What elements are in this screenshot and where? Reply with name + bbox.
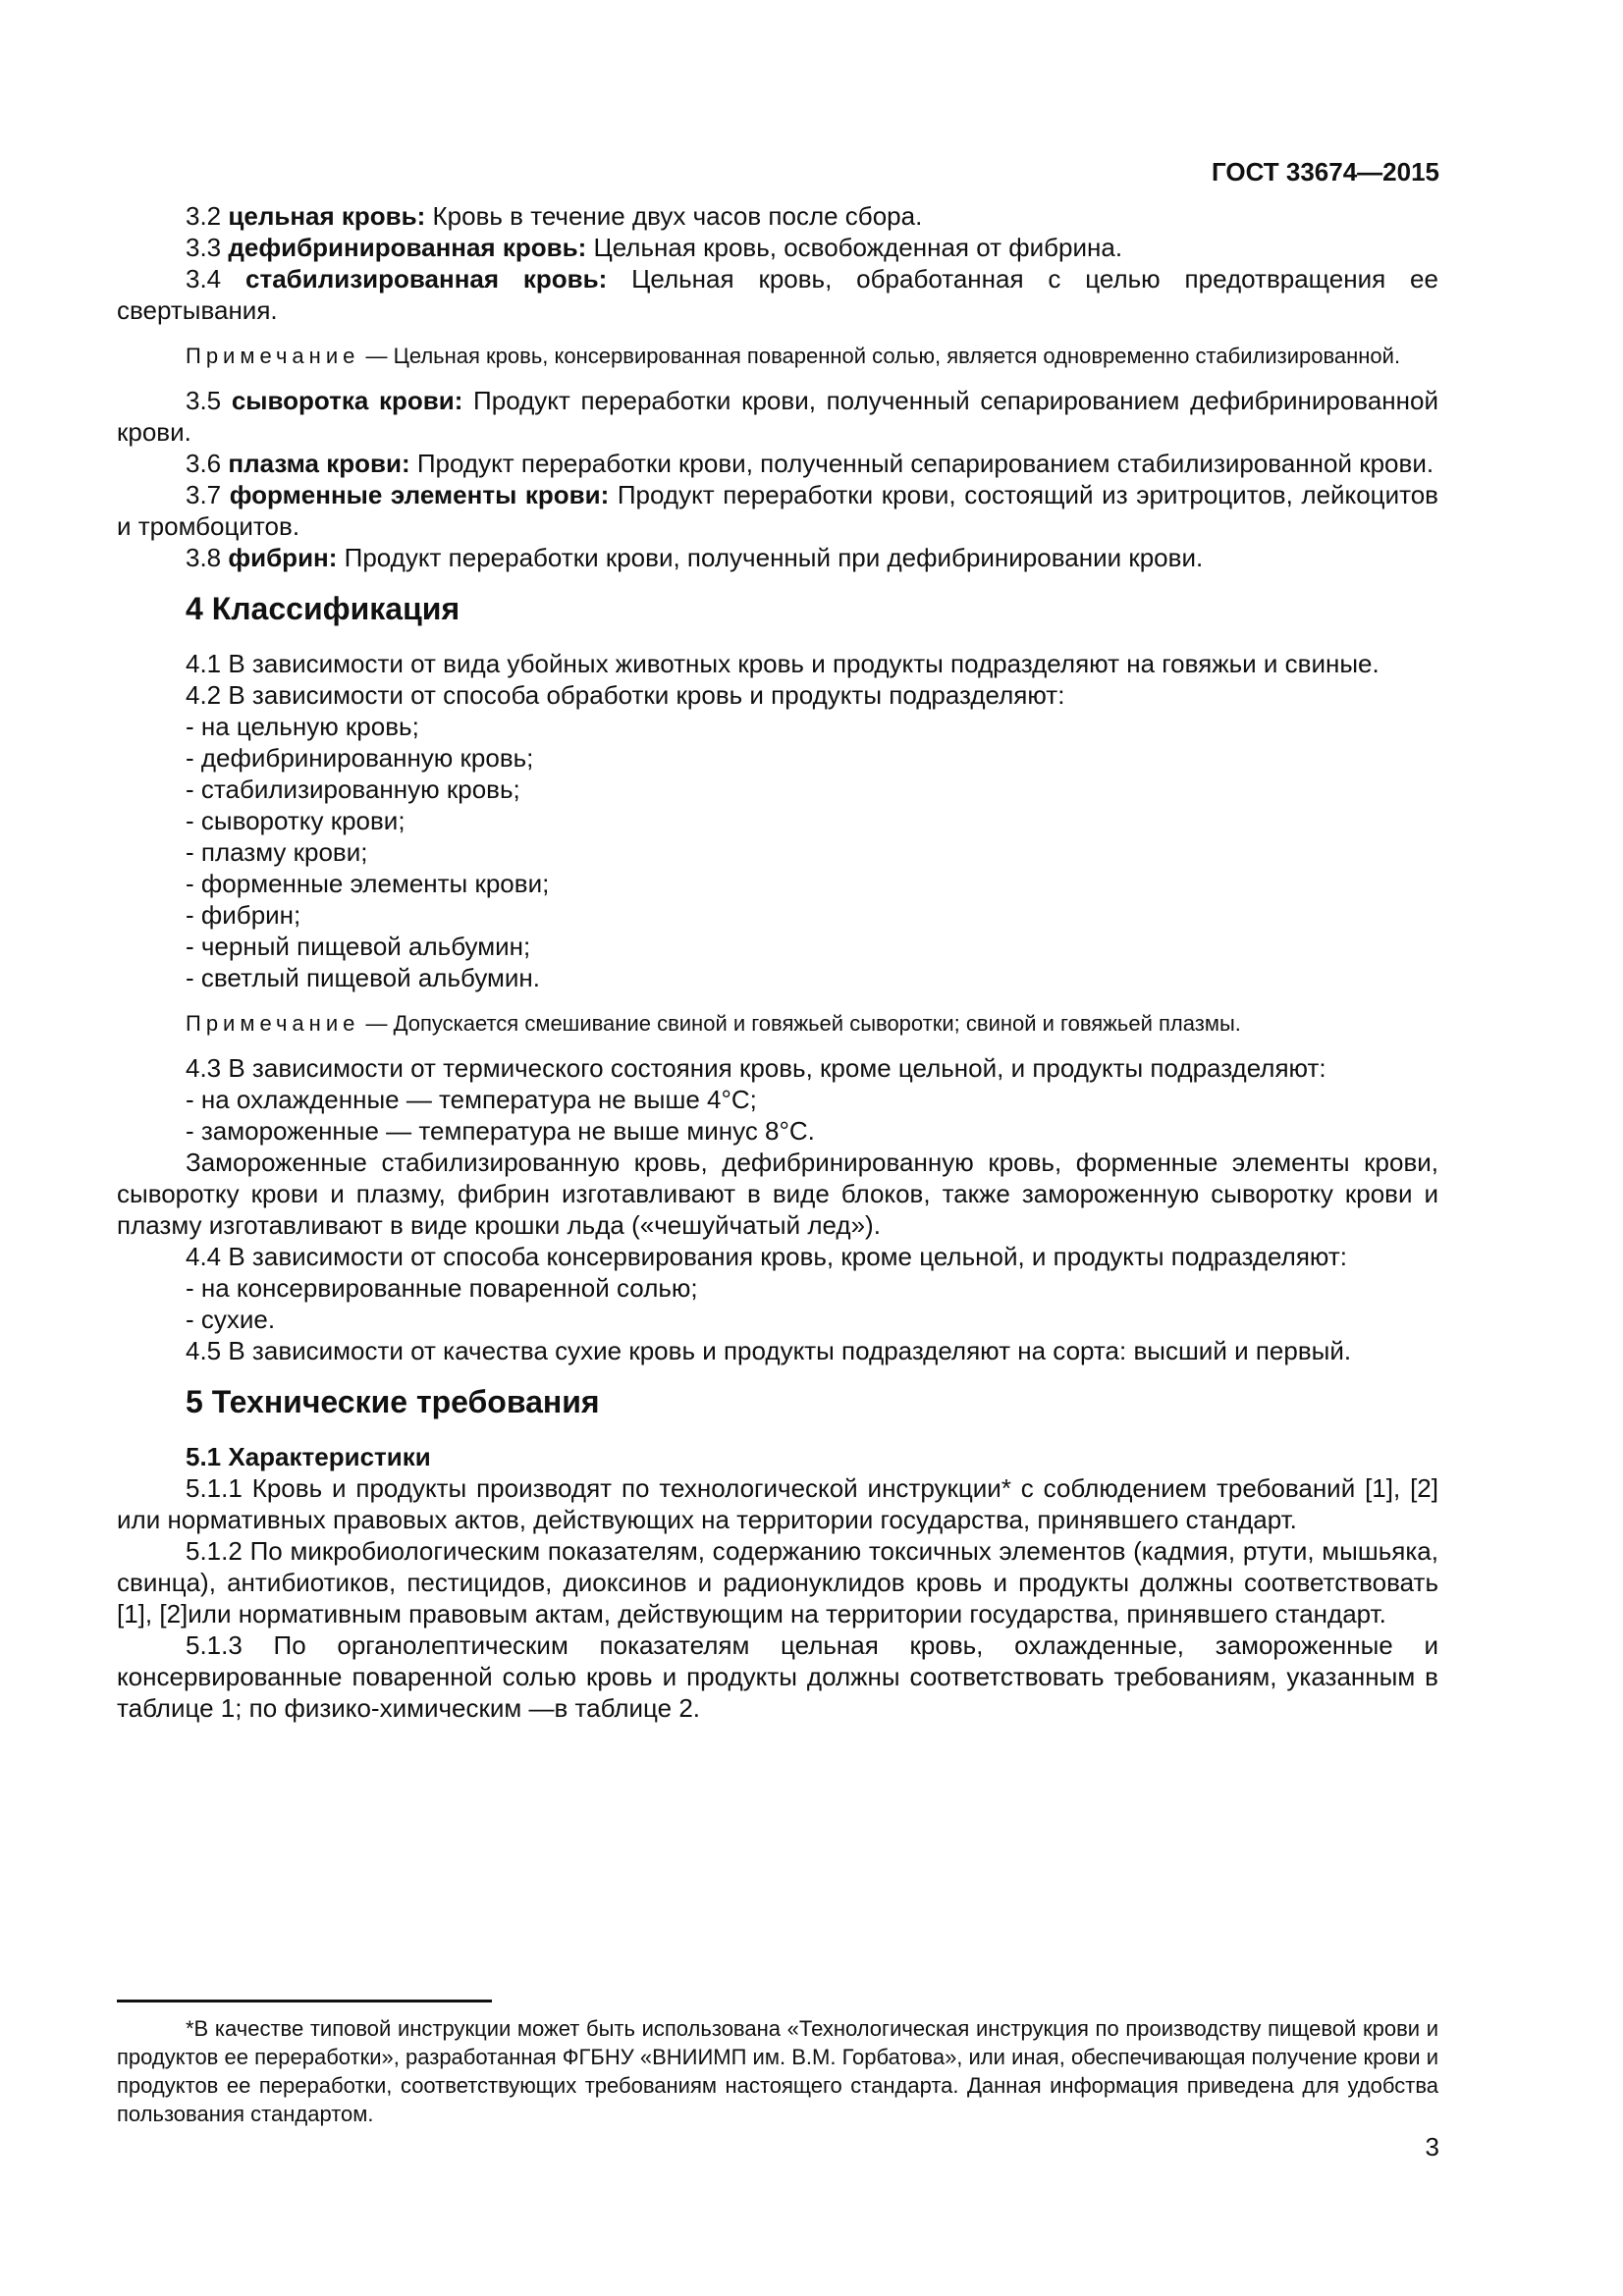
- document-id: ГОСТ 33674—2015: [1212, 157, 1439, 187]
- subsection-5-1-title: 5.1 Характеристики: [186, 1442, 431, 1471]
- definition-text: Продукт переработки крови, полученный при дефибринировании крови.: [337, 543, 1204, 572]
- section-5-title: 5 Технические требования: [186, 1384, 600, 1419]
- definition-3-4: [117, 263, 1438, 326]
- note-text: — Цельная кровь, консервированная поваренной солью, является одновременно стабилизированной.: [359, 344, 1401, 368]
- clause-number: 3.3: [186, 233, 222, 262]
- clause-number: 3.4: [186, 264, 222, 294]
- definition-3-5: [117, 385, 1438, 448]
- clause-5-1-1: 5.1.1 Кровь и продукты производят по технологической инструкции* с соблюдением требований [1], [2] или нормативных правовых актов, действующих на территории государства, принявшего стандарт.: [117, 1473, 1438, 1534]
- note-label: Примечание: [186, 344, 360, 368]
- list-item: - стабилизированную кровь;: [186, 774, 520, 804]
- term: дефибринированная кровь:: [228, 233, 587, 262]
- clause-number: 3.2: [186, 201, 222, 231]
- body-text: [117, 200, 1438, 1724]
- list-item: - плазму крови;: [186, 837, 368, 867]
- term: цельная кровь:: [228, 201, 426, 231]
- clause-4-3: 4.3 В зависимости от термического состояния кровь, кроме цельной, и продукты подразделяют:: [186, 1053, 1326, 1083]
- definition-text: Продукт переработки крови, состоящий из эритроцитов, лейкоцитов и тромбоцитов.: [117, 480, 1438, 541]
- list-item: - фибрин;: [186, 900, 301, 930]
- clause-number: 3.6: [186, 449, 222, 478]
- clause-4-1: 4.1 В зависимости от вида убойных животных кровь и продукты подразделяют на говяжьи и свиные.: [186, 649, 1380, 678]
- page-number: 3: [1425, 2132, 1439, 2162]
- clause-4-3-text: Замороженные стабилизированную кровь, дефибринированную кровь, форменные элементы крови, сыворотку крови и плазму, фибрин изготавливают в виде блоков, также замороженную сыворотку крови и плазму изготавливают в виде крошки льда («чешуйчатый лед»).: [117, 1148, 1438, 1240]
- clause-number: 3.5: [186, 386, 222, 415]
- section-4-title: 4 Классификация: [186, 591, 460, 626]
- list-item: - черный пищевой альбумин;: [186, 932, 531, 961]
- term: форменные элементы крови:: [229, 480, 610, 509]
- clause-4-5: 4.5 В зависимости от качества сухие кровь и продукты подразделяют на сорта: высший и первый.: [186, 1336, 1352, 1365]
- term: плазма крови:: [228, 449, 410, 478]
- term: сыворотка крови:: [231, 386, 463, 415]
- list-item: - форменные элементы крови;: [186, 869, 550, 898]
- definition-3-2: [117, 200, 1438, 232]
- clause-4-2: 4.2 В зависимости от способа обработки кровь и продукты подразделяют:: [186, 680, 1065, 710]
- definition-3-8: [117, 542, 1438, 573]
- note-label: Примечание: [186, 1011, 360, 1036]
- list-item: - светлый пищевой альбумин.: [186, 963, 541, 992]
- definition-text: Продукт переработки крови, полученный сепарированием стабилизированной крови.: [409, 449, 1434, 478]
- definition-text: Продукт переработки крови, полученный сепарированием дефибринированной крови.: [117, 386, 1438, 447]
- list-item: - замороженные — температура не выше минус 8°С.: [186, 1116, 815, 1146]
- definition-text: Кровь в течение двух часов после сбора.: [425, 201, 923, 231]
- list-item: - дефибринированную кровь;: [186, 743, 534, 773]
- list-item: - сухие.: [186, 1305, 276, 1334]
- note-2: [117, 1009, 1438, 1039]
- note-1: [117, 342, 1438, 371]
- list-item: - сыворотку крови;: [186, 806, 406, 835]
- footnote-divider: [117, 2000, 492, 2002]
- clause-number: 3.8: [186, 543, 222, 572]
- definition-text: Цельная кровь, освобожденная от фибрина.: [586, 233, 1123, 262]
- clause-5-1-3: 5.1.3 По органолептическим показателям цельная кровь, охлажденные, замороженные и консервированные поваренной солью кровь и продукты должны соответствовать требованиям, указанным в таблице 1; по физико-химическим —в таблице 2.: [117, 1630, 1438, 1723]
- footnote: *В качестве типовой инструкции может быть использована «Технологическая инструкция по производству пищевой крови и продуктов ее переработки», разработанная ФГБНУ «ВНИИМП им. В.М. Горбатова», или иная, обеспечивающая получение крови и продуктов ее переработки, соответствующих требованиям настоящего стандарта. Данная информация приведена для удобства пользования стандартом.: [117, 2016, 1438, 2126]
- term: фибрин:: [228, 543, 338, 572]
- term: стабилизированная кровь:: [245, 264, 608, 294]
- definition-text: Цельная кровь, обработанная с целью предотвращения ее свертывания.: [117, 264, 1438, 325]
- list-item: - на консервированные поваренной солью;: [186, 1273, 698, 1303]
- list-item: - на цельную кровь;: [186, 712, 419, 741]
- definition-3-6: [117, 448, 1438, 479]
- clause-number: 3.7: [186, 480, 222, 509]
- list-item: - на охлажденные — температура не выше 4°С;: [186, 1085, 757, 1114]
- clause-4-4: 4.4 В зависимости от способа консервирования кровь, кроме цельной, и продукты подразделяют:: [186, 1242, 1347, 1271]
- definition-3-7: [117, 479, 1438, 542]
- definition-3-3: [117, 232, 1438, 263]
- note-text: — Допускается смешивание свиной и говяжьей сыворотки; свиной и говяжьей плазмы.: [359, 1011, 1241, 1036]
- clause-5-1-2: 5.1.2 По микробиологическим показателям, содержанию токсичных элементов (кадмия, ртути, мышьяка, свинца), антибиотиков, пестицидов, диоксинов и радионуклидов кровь и продукты должны соответствовать [1], [2]или нормативным правовым актам, действующим на территории государства, принявшего стандарт.: [117, 1536, 1438, 1629]
